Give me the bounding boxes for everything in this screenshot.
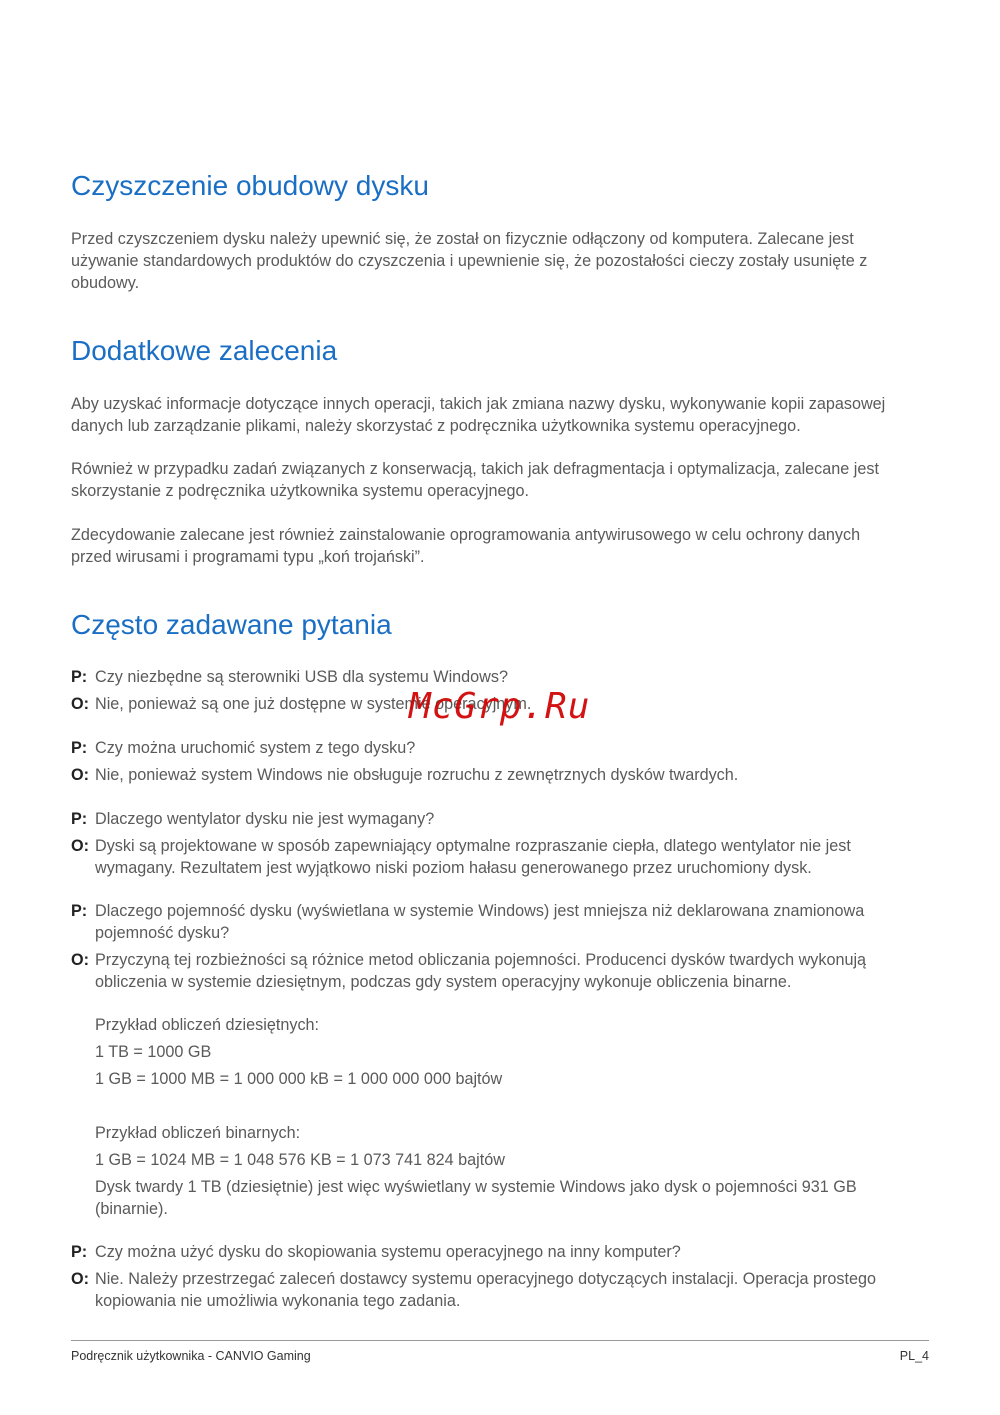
question-label: P: (71, 1243, 88, 1261)
question-text: Dlaczego wentylator dysku nie jest wymagany? (95, 810, 435, 828)
faq-question-2 (71, 737, 921, 759)
question-label: P: (71, 668, 88, 686)
faq-question-4 (71, 900, 901, 944)
question-text: Dlaczego pojemność dysku (wyświetlana w systemie Windows) jest mniejsza niż deklarowana znamionowa pojemność dysku? (95, 902, 865, 942)
answer-text: Dyski są projektowane w sposób zapewniający optymalne rozpraszanie ciepła, dlatego wentylator nie jest wymagany. Rezultatem jest wyjątkowo niski poziom hałasu generowanego przez uruchomiony dysk. (95, 837, 851, 877)
faq-question-3 (71, 808, 921, 830)
additional-paragraph-1: Aby uzyskać informacje dotyczące innych operacji, takich jak zmiana nazwy dysku, wykonywanie kopii zapasowej danych lub zarządzanie plikami, należy skorzystać z podręcznika użytkownika systemu operacyjnego. (71, 395, 886, 435)
answer-label: O: (71, 766, 89, 784)
question-label: P: (71, 739, 88, 757)
answer-text: Nie, ponieważ są one już dostępne w systemie operacyjnym. (95, 695, 532, 713)
footer-page-number: PL_4 (899, 1349, 929, 1363)
question-label: P: (71, 810, 88, 828)
faq-answer-2 (71, 764, 921, 786)
answer-label: O: (71, 1270, 89, 1288)
answer-label: O: (71, 951, 89, 969)
footer-manual-title: Podręcznik użytkownika - CANVIO Gaming (71, 1349, 311, 1363)
watermark-text: McGrp.Ru (409, 686, 591, 727)
faq-question-1 (71, 666, 921, 688)
example-decimal-line-1: 1 TB = 1000 GB (95, 1043, 212, 1061)
example-binary-line-1: 1 GB = 1024 MB = 1 048 576 KB = 1 073 741 824 bajtów (95, 1151, 505, 1169)
additional-paragraph-3: Zdecydowanie zalecane jest również zainstalowanie oprogramowania antywirusowego w celu ochrony danych przed wirusami i programami typu „koń trojański”. (71, 526, 861, 566)
faq-question-5 (71, 1241, 921, 1263)
faq-answer-5 (71, 1268, 901, 1312)
answer-label: O: (71, 695, 89, 713)
section-title-additional: Dodatkowe zalecenia (71, 335, 338, 366)
question-text: Czy można użyć dysku do skopiowania systemu operacyjnego na inny komputer? (95, 1243, 681, 1261)
additional-paragraph-2: Również w przypadku zadań związanych z konserwacją, takich jak defragmentacja i optymalizacja, zalecane jest skorzystanie z podręcznika użytkownika systemu operacyjnego. (71, 460, 879, 500)
faq-answer-3 (71, 835, 891, 879)
answer-text: Nie. Należy przestrzegać zaleceń dostawcy systemu operacyjnego dotyczących instalacji. Operacja prostego kopiowania nie umożliwia wykonania tego zadania. (95, 1270, 876, 1310)
faq-answer-4 (71, 949, 911, 993)
section-title-cleaning: Czyszczenie obudowy dysku (71, 170, 429, 201)
example-decimal-title: Przykład obliczeń dziesiętnych: (95, 1016, 320, 1034)
question-text: Czy można uruchomić system z tego dysku? (95, 739, 416, 757)
example-binary-title: Przykład obliczeń binarnych: (95, 1124, 301, 1142)
question-label: P: (71, 902, 88, 920)
section-title-faq: Często zadawane pytania (71, 609, 392, 640)
footer-divider (71, 1340, 929, 1341)
answer-text: Przyczyną tej rozbieżności są różnice metod obliczania pojemności. Producenci dysków twardych wykonują obliczenia w systemie dziesiętnym, podczas gdy system operacyjny wykonuje obliczenia binarne. (95, 951, 867, 991)
cleaning-paragraph: Przed czyszczeniem dysku należy upewnić się, że został on fizycznie odłączony od komputera. Zalecane jest używanie standardowych produktów do czyszczenia i upewnienie się, że pozostałości cieczy zostały usunięte z obudowy. (71, 230, 868, 292)
example-binary-line-2: Dysk twardy 1 TB (dziesiętnie) jest więc wyświetlany w systemie Windows jako dysk o pojemności 931 GB (binarnie). (95, 1178, 857, 1218)
example-decimal-line-2: 1 GB = 1000 MB = 1 000 000 kB = 1 000 000 000 bajtów (95, 1070, 503, 1088)
question-text: Czy niezbędne są sterowniki USB dla systemu Windows? (95, 668, 508, 686)
answer-text: Nie, ponieważ system Windows nie obsługuje rozruchu z zewnętrznych dysków twardych. (95, 766, 739, 784)
answer-label: O: (71, 837, 89, 855)
